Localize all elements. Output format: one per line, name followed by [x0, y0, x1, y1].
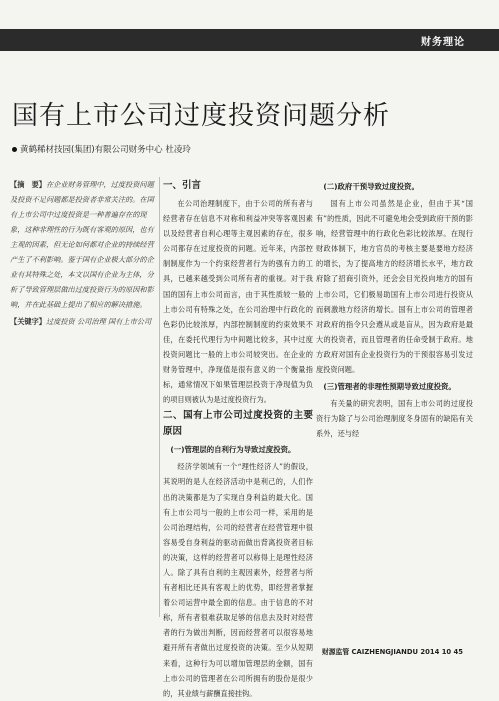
paragraph-government: 国有上市公司虽然是企业，但由于其“国有”的性质，因此不可避免地会受到政府干预的影响，经营管理中的行政化色彩比较浓厚。在现行财政体制下，地方官员的考核主要是要地方经济的增长，为了提高地方的经济增长水平，地方政府除了招商引资外，还会会目光投向地方的国有上市公司，它们极易助国有上市公司进行投资从而刺激地方经济的增长。国有上市公司的管理者对政府的指令只会遵从或是盲从，因为政府是最大的投资者，而且管理者的任命受制于政府。地方政府对国有企业投资行为的干预很容易引发过度投资问题。	[316, 199, 473, 375]
paragraph-irrational: 有关量的研究表明，国有上市公司的过度投资行为除了与公司治理制度冬身固有的缺陷有关系外，还与经	[316, 399, 473, 439]
author-text: 黄鹤稀材技园(集团)有限公司财务中心 杜凌玲	[20, 145, 191, 155]
author-line	[12, 143, 191, 155]
article-title: 国有上市公司过度投资问题分析	[12, 101, 391, 131]
subheading-government: (二)政府干预导致过度投资。	[323, 182, 419, 191]
subheading-self-interest: (一)管理层的自利行为导致过度投资。	[170, 445, 296, 455]
abstract-label: 【摘 要】	[10, 180, 46, 189]
paragraph-self-interest: 经济学领域有一个“理性经济人”的假设，其说明的是人在经济活动中是利己的，人们作出的决策都是为了实现自身利益的最大化。国有上市公司与一般的上市公司一样，采用的是公司治理结构，公司的经营者在经营管理中很容易受自身利益的驱动而做出背离投资者目标的决策，这样的经营者可以称得上是理性经济人。除了具有自利的主观因素外，经营者与所有者相比还具有客观上的优势，即经营者掌握着公司运营中最全面的信息。由于信息的不对称，所有者很难获取足够的信息去及时对经营者的行为做出判断，因而经营者可以很容易地避开所有者做出过度投资的决策。至少从短期来看，这种行为可以增加管理层的金额，国有上市公司的管理者在公司所拥有的股份是很少的，其业绩与薪酬直接挂钩。	[163, 462, 313, 698]
page-footer	[322, 646, 463, 656]
column-divider	[159, 177, 160, 617]
section-heading-causes: 二、国有上市公司过度投资的主要原因	[163, 410, 313, 438]
body-column-middle	[163, 177, 313, 698]
section-heading-intro: 一、引言	[163, 180, 202, 191]
footer-journal: 财源监管 CAIZHENGJIANDU	[322, 648, 419, 656]
keywords-text: 过度投资 公司治理 国有上市公司	[45, 317, 152, 326]
bullet-icon	[12, 147, 17, 152]
subheading-irrational: (三)管理者的非理性预期导致过度投资。	[323, 382, 456, 392]
section-header-band	[0, 29, 499, 51]
body-column-right	[316, 177, 473, 441]
keywords-line	[10, 314, 157, 329]
footer-issue: 2014 10	[420, 648, 452, 656]
keywords-label: 【关键字】	[10, 317, 46, 326]
section-label: 财务理论	[421, 37, 465, 48]
paragraph-intro: 在公司治理制度下，由于公司的所有者与经营者存在信息不对称和利益冲突等客观因素以及经营者自利心理等主观因素的存在，很多公司都存在过度投资的问题。近年来，内部控制制度作为一个约束经营者行为的强有力的工具，已越来越受到公司所有者的重视。对于我国的国有上市公司而言，由于其性质较一般的上市公司有特殊之处，在公司治理中行政化的色彩仍比较浓厚，内部控制制度的约束效果不佳，在委托代理行为中间题比较多，其中过度投资问题比一般的上市公司较突出。在企业的财务管理中，净现值是很有意义的一个衡量指标，通常情况下如果管理层投资于净现值为负的项目则被认为是过度投资行为。	[163, 199, 313, 405]
abstract-text: 在企业财务管理中，过度投资问题及投资不足问题都是投资者非常关注的。在国有上市公司中过度投资是一种普遍存在的现象，这种非理性的行为既有客观的原因，也有主观的因素，但无论如何都对企业的持续经营产生了不利影响。鉴于国有企业极大部分的企业有其特殊之处，本文以国有企业为主体，分析了导致管理层做出过度投资行为的原因和影响，并在此基础上提出了相应的解决措施。	[10, 180, 154, 309]
abstract-block	[10, 177, 157, 329]
footer-page-number: 45	[453, 648, 463, 656]
